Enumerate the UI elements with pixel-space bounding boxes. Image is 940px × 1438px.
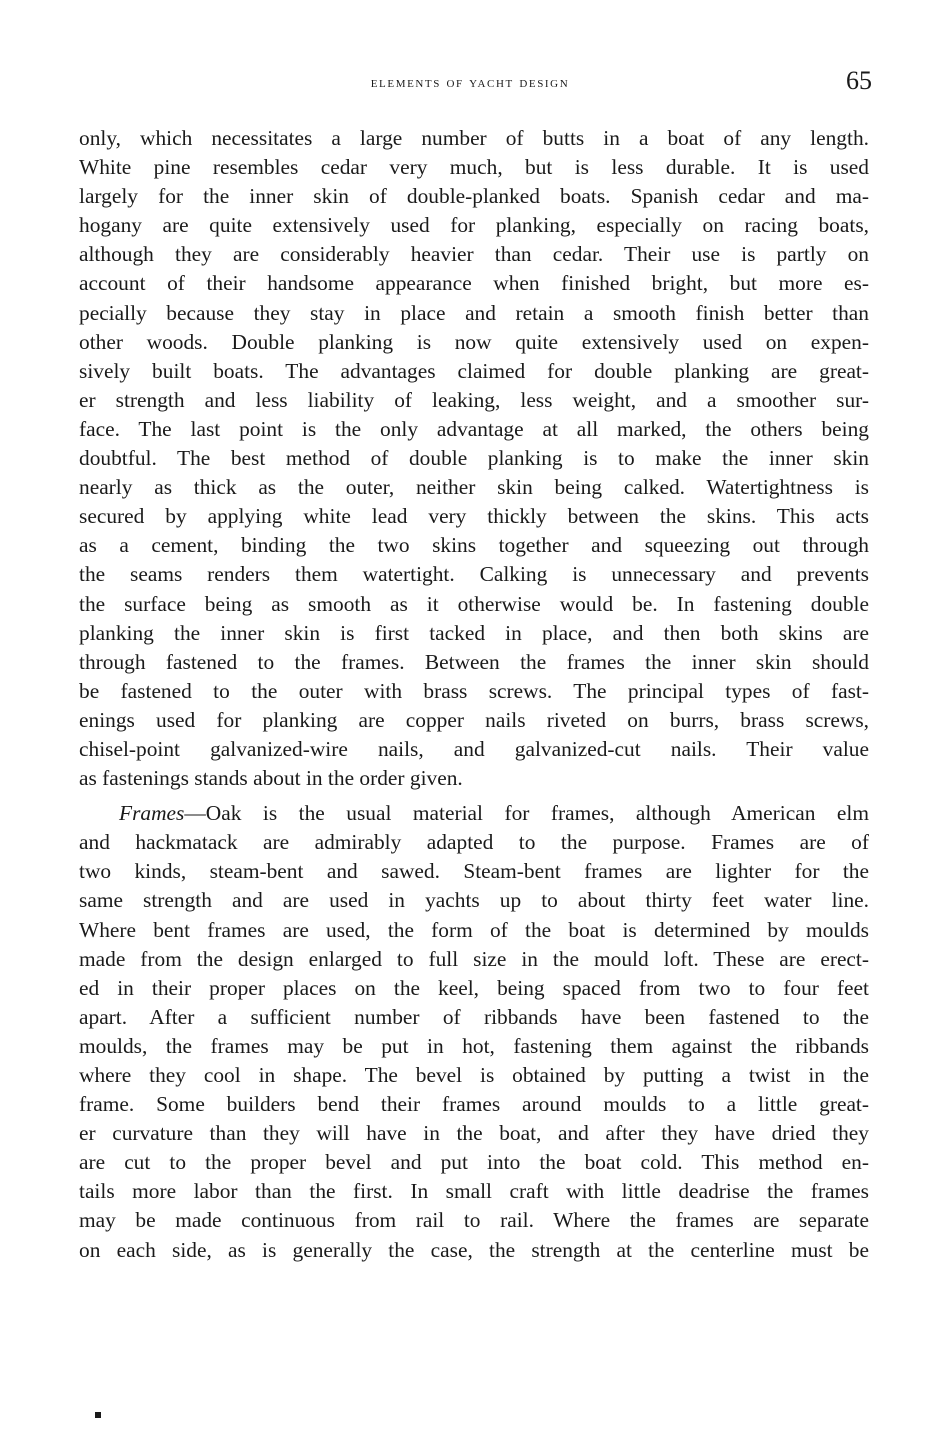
- text-line: hogany are quite extensively used for planking, especially on racing boats,: [79, 213, 869, 238]
- text-line: Where bent frames are used, the form of the boat is determined by moulds: [79, 917, 869, 942]
- text-line: er curvature than they will have in the boat, and after they have dried they: [79, 1121, 869, 1146]
- text-line: pecially because they stay in place and retain a smooth finish better than: [79, 300, 869, 325]
- text-line: as a cement, binding the two skins together and squeezing out through: [79, 533, 869, 558]
- text-line: apart. After a sufficient number of ribbands have been fastened to the: [79, 1004, 869, 1029]
- text-line: enings used for planking are copper nails riveted on burrs, brass screws,: [79, 707, 869, 732]
- text-line: as fastenings stands about in the order given.: [79, 766, 463, 791]
- text-line: other woods. Double planking is now quite extensively used on expen-: [79, 329, 869, 354]
- text-line: moulds, the frames may be put in hot, fastening them against the ribbands: [79, 1033, 869, 1058]
- text-line: account of their handsome appearance when finished bright, but more es-: [79, 271, 869, 296]
- text-line: largely for the inner skin of double-planked boats. Spanish cedar and ma-: [79, 184, 869, 209]
- paragraph-planking: [79, 124, 869, 793]
- text-line: er strength and less liability of leaking, less weight, and a smoother sur-: [79, 387, 869, 412]
- paragraph-frames: [79, 799, 869, 1265]
- text-line: planking the inner skin is first tacked in place, and then both skins are: [79, 620, 869, 645]
- text-line: although they are considerably heavier than cedar. Their use is partly on: [79, 242, 869, 267]
- text-line: and hackmatack are admirably adapted to the purpose. Frames are of: [79, 830, 869, 855]
- text-line: doubtful. The best method of double planking is to make the inner skin: [79, 446, 869, 471]
- text-line: be fastened to the outer with brass screws. The principal types of fast-: [79, 678, 869, 703]
- text-line: only, which necessitates a large number of butts in a boat of any length.: [79, 126, 869, 150]
- running-title: elements of yacht design: [370, 74, 570, 91]
- text-line: through fastened to the frames. Between the frames the inner skin should: [79, 649, 869, 674]
- text-line: where they cool in shape. The bevel is obtained by putting a twist in the: [79, 1063, 869, 1087]
- text-run: —Oak is the usual material for frames, although American elm: [184, 801, 869, 826]
- body-text: [79, 124, 869, 1265]
- text-line: the seams renders them watertight. Calking is unnecessary and prevents: [79, 562, 869, 587]
- text-line: two kinds, steam-bent and sawed. Steam-bent frames are lighter for the: [79, 859, 869, 884]
- text-line: may be made continuous from rail to rail. Where the frames are separate: [79, 1208, 869, 1233]
- text-line: tails more labor than the first. In small craft with little deadrise the frames: [79, 1179, 869, 1204]
- page-number: 65: [846, 66, 872, 95]
- scan-speck: [95, 1412, 101, 1418]
- text-line-first: [79, 799, 869, 828]
- page-header: [0, 66, 940, 100]
- text-line: same strength and are used in yachts up to about thirty feet water line.: [79, 888, 869, 913]
- text-line: face. The last point is the only advantage at all marked, the others being: [79, 416, 869, 441]
- run-in-heading: Frames: [119, 801, 185, 826]
- text-line: White pine resembles cedar very much, but is less durable. It is used: [79, 155, 869, 180]
- text-line: ed in their proper places on the keel, being spaced from two to four feet: [79, 975, 869, 1000]
- text-line: on each side, as is generally the case, the strength at the centerline must be: [79, 1237, 869, 1262]
- text-line: frame. Some builders bend their frames around moulds to a little great-: [79, 1092, 869, 1117]
- text-line: sively built boats. The advantages claimed for double planking are great-: [79, 358, 869, 383]
- text-line: chisel-point galvanized-wire nails, and galvanized-cut nails. Their value: [79, 736, 869, 761]
- text-line: made from the design enlarged to full size in the mould loft. These are erect-: [79, 946, 869, 971]
- text-line: are cut to the proper bevel and put into the boat cold. This method en-: [79, 1150, 869, 1175]
- text-line: the surface being as smooth as it otherwise would be. In fastening double: [79, 591, 869, 616]
- text-line: nearly as thick as the outer, neither skin being calked. Watertightness is: [79, 475, 869, 500]
- text-line: secured by applying white lead very thickly between the skins. This acts: [79, 504, 869, 529]
